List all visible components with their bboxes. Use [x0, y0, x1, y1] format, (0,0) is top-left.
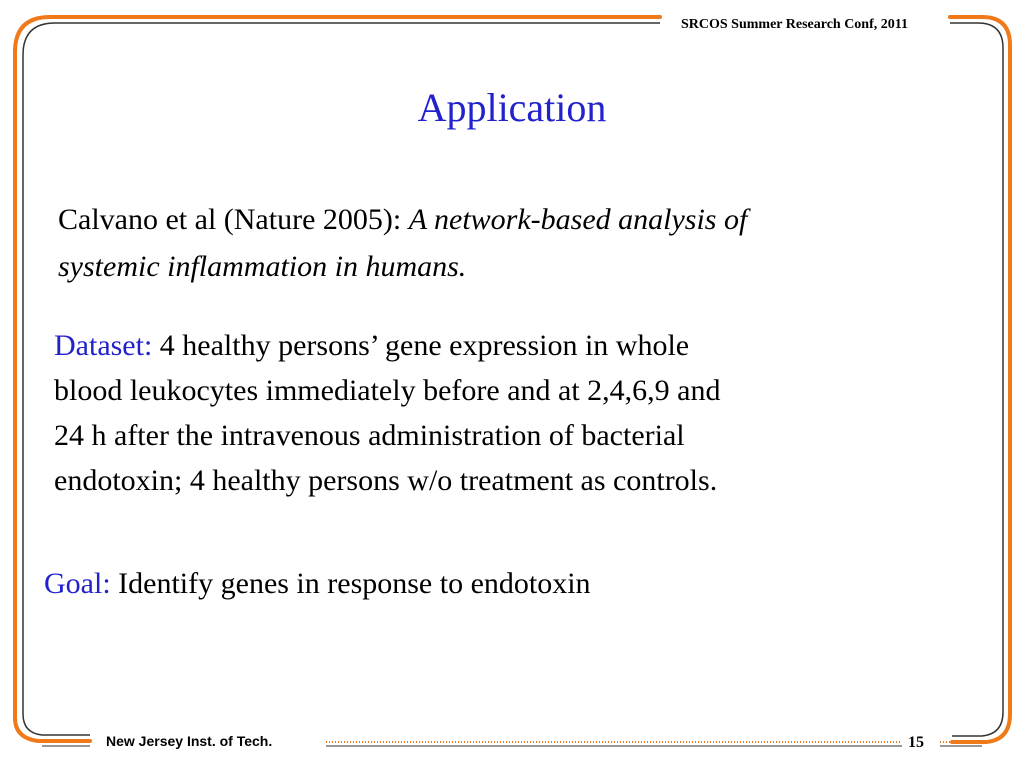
goal-block: [44, 561, 944, 606]
slide-title: Application: [417, 85, 607, 130]
dataset-block: [54, 323, 954, 503]
header-conference: SRCOS Summer Research Conf, 2011: [681, 17, 908, 32]
dataset-line1: 4 healthy persons’ gene expression in whole: [159, 329, 690, 362]
footer-institution: New Jersey Inst. of Tech.: [106, 733, 273, 749]
citation-title-line1: A network-based analysis of: [408, 203, 748, 236]
dataset-line4: endotoxin; 4 healthy persons w/o treatment as controls.: [54, 464, 718, 497]
goal-label: Goal:: [44, 567, 111, 600]
goal-text: Identify genes in response to endotoxin: [118, 567, 591, 600]
citation-prefix: Calvano et al (Nature 2005):: [58, 203, 409, 236]
page-number: 15: [908, 734, 924, 751]
citation-title-line2: systemic inflammation in humans.: [58, 250, 467, 283]
dataset-label: Dataset:: [54, 329, 153, 362]
dataset-line2: blood leukocytes immediately before and at 2,4,6,9 and: [54, 374, 721, 407]
citation: [58, 196, 958, 290]
dataset-line3: 24 h after the intravenous administration of bacterial: [54, 419, 685, 452]
